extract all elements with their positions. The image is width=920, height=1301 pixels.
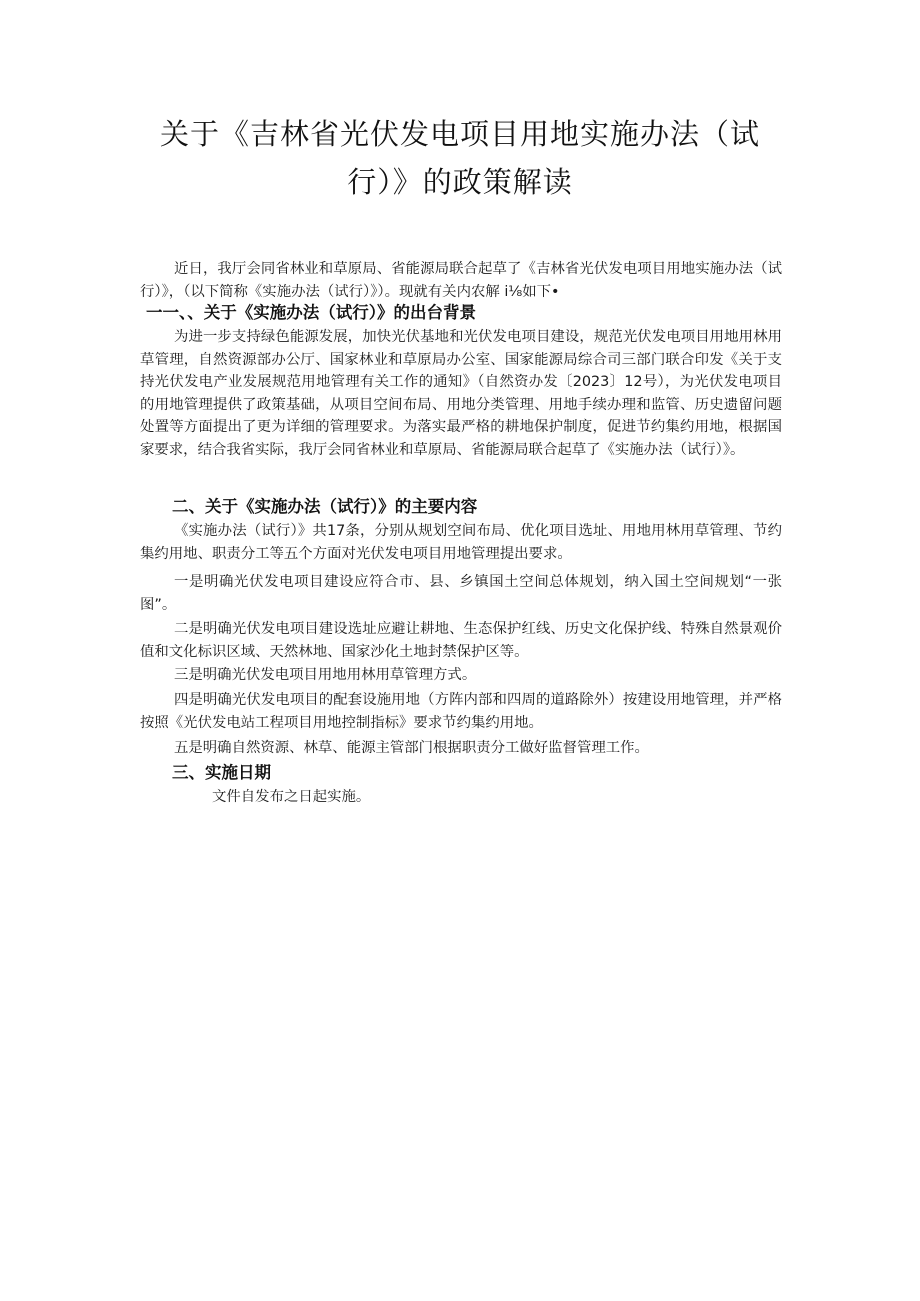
section1-heading: 一一、、关于《实施办法（试行）》的出台背景 [146, 303, 476, 322]
section2-item-3: 三是明确光伏发电项目用地用林用草管理方式。 [174, 667, 477, 683]
section2-item-2: 二是明确光伏发电项目建设选址应避让耕地、生态保护红线、历史文化保护线、特殊自然景观价值和文化标识区域、天然林地、国家沙化土地封禁保护区等。 [140, 621, 782, 660]
section3-body: 文件自发布之日起实施。 [212, 789, 371, 805]
section1-body: 为进一步支持绿色能源发展，加快光伏基地和光伏发电项目建设，规范光伏发电项目用地用林用草管理，自然资源部办公厅、国家林业和草原局办公室、国家能源局综合司三部门联合印发《关于支持光伏发电产业发展规范用地管理有关工作的通知》（自然资办发〔2023〕12号），为光伏发电项目的用地管理提供了政策基础，从项目空间布局、用地分类管理、用地手续办理和监管、历史遗留问题处置等方面提出了更为详细的管理要求。为落实最严格的耕地保护制度，促进节约集约用地，根据国家要求，结合我省实际，我厅会同省林业和草原局、省能源局联合起草了《实施办法（试行）》。 [140, 329, 782, 458]
section3-heading: 三、实施日期 [172, 763, 271, 782]
section2-item-4: 四是明确光伏发电项目的配套设施用地（方阵内部和四周的道路除外）按建设用地管理，并严格按照《光伏发电站工程项目用地控制指标》要求节约集约用地。 [140, 692, 782, 731]
intro-paragraph: 近日，我厅会同省林业和草原局、省能源局联合起草了《吉林省光伏发电项目用地实施办法（试行）》，（以下简称《实施办法（试行）》）。现就有关内农解 i⅛如下• [140, 261, 782, 300]
section2-item-1: 一是明确光伏发电项目建设应符合市、县、乡镇国土空间总体规划，纳入国土空间规划“一张图”。 [140, 574, 782, 613]
section2-heading: 二、关于《实施办法（试行）》的主要内容 [172, 497, 478, 516]
document-title-line2: 行）》的政策解读 [347, 165, 573, 199]
section2-item-5: 五是明确自然资源、林草、能源主管部门根据职责分工做好监督管理工作。 [174, 740, 649, 756]
section2-summary: 《实施办法（试行）》共17条，分别从规划空间布局、优化项目选址、用地用林用草管理、节约集约用地、职责分工等五个方面对光伏发电项目用地管理提出要求。 [140, 523, 782, 562]
document-title-line1: 关于《吉林省光伏发电项目用地实施办法（试 [159, 117, 760, 151]
